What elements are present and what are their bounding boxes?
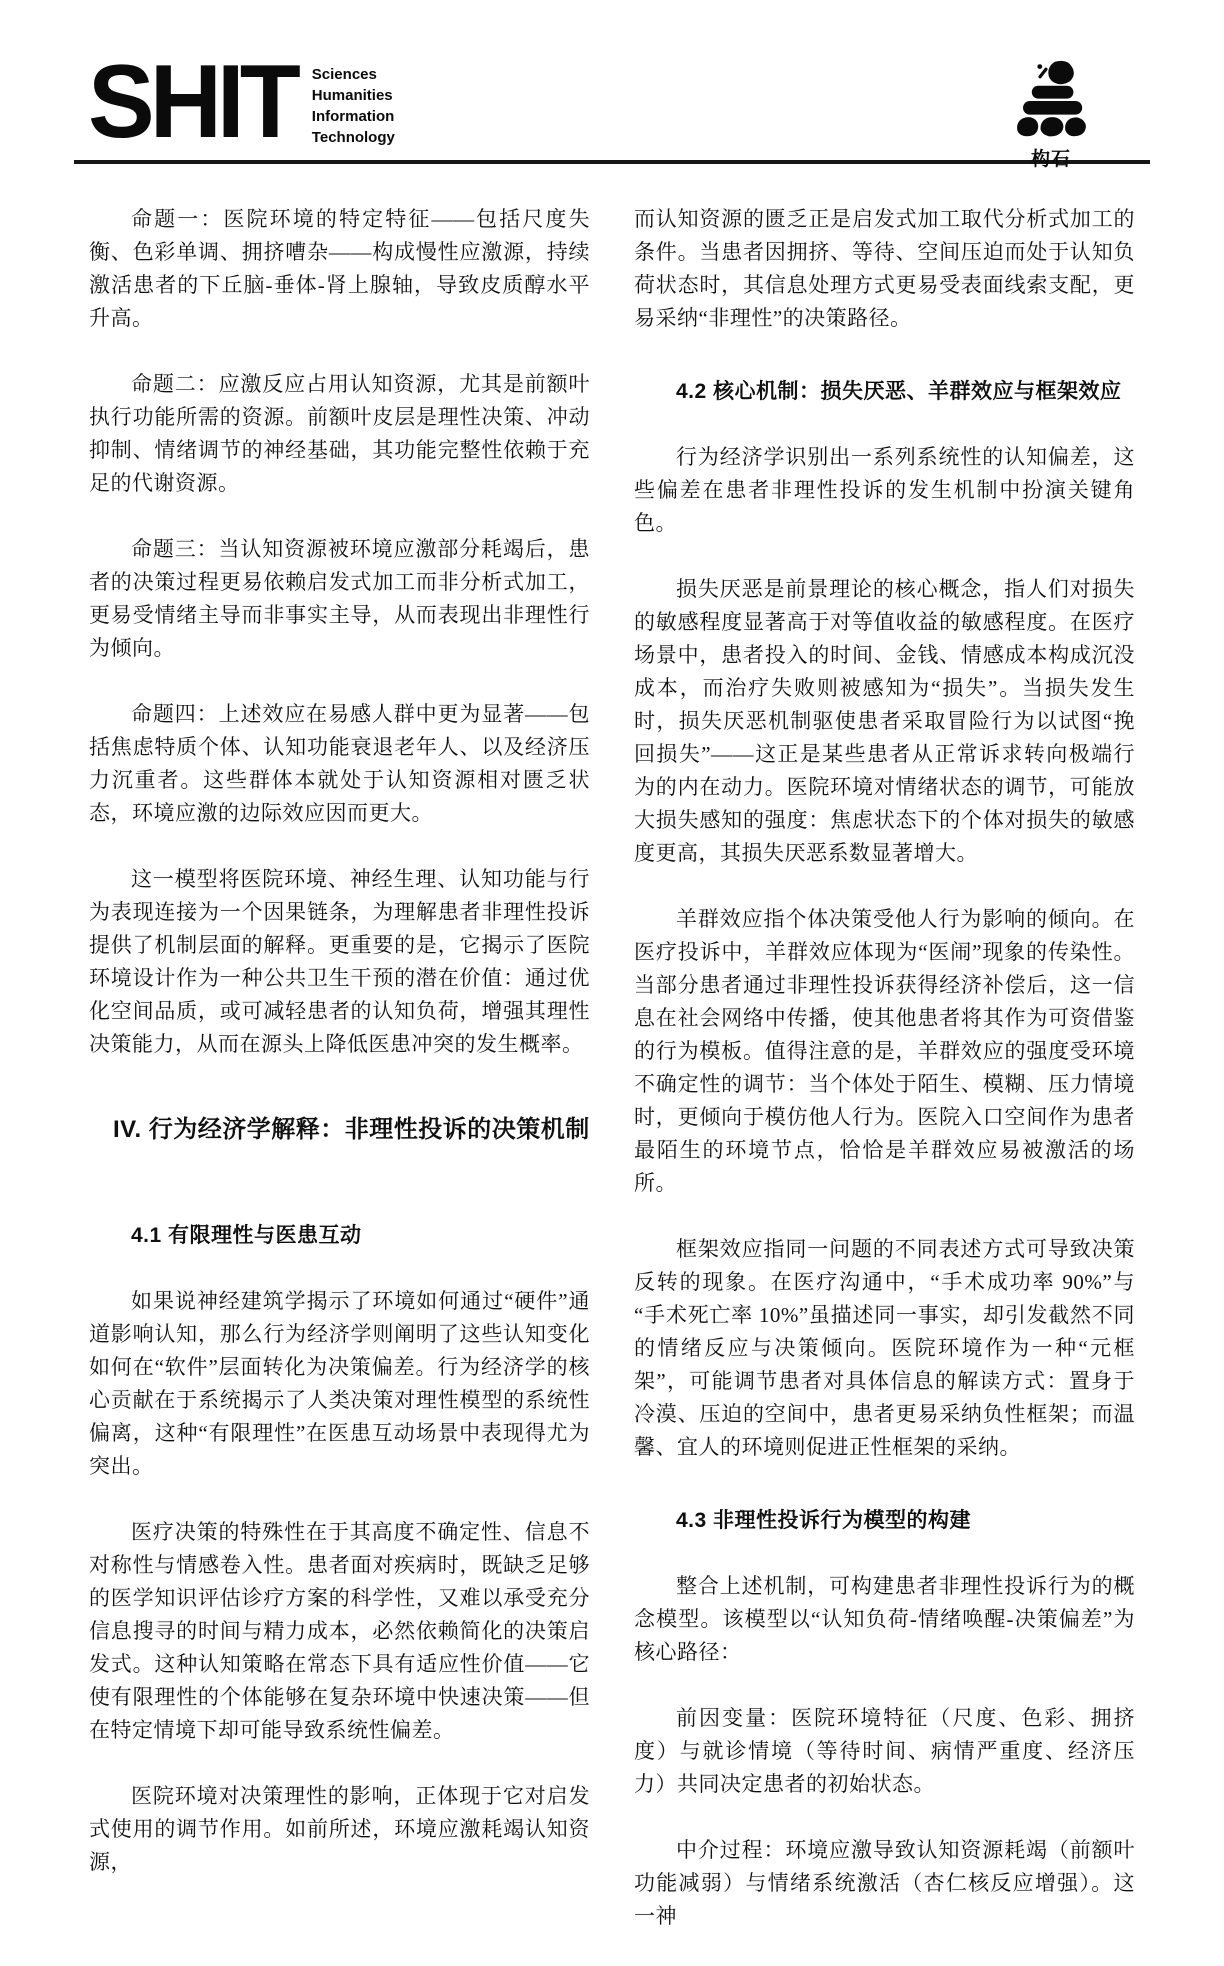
publisher-logo-label: 构石 xyxy=(1030,149,1071,170)
paragraph-hospital-influence: 医院环境对决策理性的影响，正体现于它对启发式使用的调节作用。如前所述，环境应激耗竭认知资源， xyxy=(89,1784,590,1874)
subsection-heading-4-3: 4.3 非理性投诉行为模型的构建 xyxy=(676,1509,972,1532)
article-body xyxy=(89,164,1135,1966)
logo-subline: Information xyxy=(311,108,395,125)
paragraph-medical-decision: 医疗决策的特殊性在于其高度不确定性、信息不对称性与情感卷入性。患者面对疾病时，既缺乏足够的医学知识评估诊疗方案的科学性，又难以承受充分信息搜寻的时间与精力成本，必然依赖简化的决策启发式。这种认知策略在常态下具有适应性价值——它使有限理性的个体能够在复杂环境中快速决策——但在特定情境下却可能导致系统性偏差。 xyxy=(89,1520,590,1742)
paragraph-cognitive-bias-intro: 行为经济学识别出一系列系统性的认知偏差，这些偏差在患者非理性投诉的发生机制中扮演关键角色。 xyxy=(634,445,1135,535)
journal-logo xyxy=(88,43,395,160)
journal-logo-wordmark: SHIT xyxy=(88,43,296,160)
paragraph-bounded-rationality: 如果说神经建筑学揭示了环境如何通过“硬件”通道影响认知，那么行为经济学则阐明了这些认知变化如何在“软件”层面转化为决策偏差。行为经济学的核心贡献在于系统揭示了人类决策对理性模型的系统性偏离，这种“有限理性”在医患互动场景中表现得尤为突出。 xyxy=(89,1289,590,1478)
subsection-heading-4-2: 4.2 核心机制：损失厌恶、羊群效应与框架效应 xyxy=(676,380,1122,403)
paragraph-proposition-3: 命题三：当认知资源被环境应激部分耗竭后，患者的决策过程更易依赖启发式加工而非分析式加工，更易受情绪主导而非事实主导，从而表现出非理性行为倾向。 xyxy=(89,537,590,660)
paragraph-model-construction: 整合上述机制，可构建患者非理性投诉行为的概念模型。该模型以“认知负荷-情绪唤醒-决策偏差”为核心路径： xyxy=(634,1574,1135,1664)
rock-stack-icon xyxy=(1011,60,1091,142)
journal-logo-sublines xyxy=(312,64,395,148)
publisher-logo xyxy=(996,60,1106,171)
paragraph-antecedent-variables: 前因变量：医院环境特征（尺度、色彩、拥挤度）与就诊情境（等待时间、病情严重度、经济压力）共同决定患者的初始状态。 xyxy=(634,1706,1135,1796)
subsection-heading-4-1: 4.1 有限理性与医患互动 xyxy=(131,1224,362,1247)
paragraph-herd-effect: 羊群效应指个体决策受他人行为影响的倾向。在医疗投诉中，羊群效应体现为“医闹”现象的传染性。当部分患者通过非理性投诉获得经济补偿后，这一信息在社会网络中传播，使其他患者将其作为可资借鉴的行为模板。值得注意的是，羊群效应的强度受环境不确定性的调节：当个体处于陌生、模糊、压力情境时，更倾向于模仿他人行为。医院入口空间作为患者最陌生的环境节点，恰恰是羊群效应易被激活的场所。 xyxy=(634,907,1135,1195)
logo-subline: Sciences xyxy=(311,66,377,83)
paragraph-framing-effect: 框架效应指同一问题的不同表述方式可导致决策反转的现象。在医疗沟通中，“手术成功率 90%”与“手术死亡率 10%”虽描述同一事实，却引发截然不同的情绪反应与决策倾向。医院环境作为一种“元框架”，可能调节患者对具体信息的解读方式：置身于冷漠、压迫的空间中，患者更易采纳负性框架；而温馨、宜人的环境则促进正性框架的采纳。 xyxy=(634,1237,1135,1459)
logo-subline: Technology xyxy=(311,129,395,146)
paragraph-mediating-process: 中介过程：环境应激导致认知资源耗竭（前额叶功能减弱）与情绪系统激活（杏仁核反应增强）。这一神 xyxy=(634,1838,1135,1928)
right-column xyxy=(634,170,1135,1966)
paragraph-continuation: 而认知资源的匮乏正是启发式加工取代分析式加工的条件。当患者因拥挤、等待、空间压迫而处于认知负荷状态时，其信息处理方式更易受表面线索支配，更易采纳“非理性”的决策路径。 xyxy=(634,207,1135,330)
page-header xyxy=(74,0,1150,170)
paragraph-proposition-4: 命题四：上述效应在易感人群中更为显著——包括焦虑特质个体、认知功能衰退老年人、以及经济压力沉重者。这些群体本就处于认知资源相对匮乏状态，环境应激的边际效应因而更大。 xyxy=(89,702,590,825)
logo-subline: Humanities xyxy=(311,87,393,104)
paragraph-proposition-2: 命题二：应激反应占用认知资源，尤其是前额叶执行功能所需的资源。前额叶皮层是理性决策、冲动抑制、情绪调节的神经基础，其功能完整性依赖于充足的代谢资源。 xyxy=(89,372,590,495)
paragraph-model-summary: 这一模型将医院环境、神经生理、认知功能与行为表现连接为一个因果链条，为理解患者非理性投诉提供了机制层面的解释。更重要的是，它揭示了医院环境设计作为一种公共卫生干预的潜在价值：通过优化空间品质，或可减轻患者的认知负荷，增强其理性决策能力，从而在源头上降低医患冲突的发生概率。 xyxy=(89,867,590,1056)
left-column xyxy=(89,170,590,1966)
section-heading-iv: IV. 行为经济学解释：非理性投诉的决策机制 xyxy=(113,1116,590,1143)
paragraph-proposition-1: 命题一：医院环境的特定特征——包括尺度失衡、色彩单调、拥挤嘈杂——构成慢性应激源，持续激活患者的下丘脑-垂体-肾上腺轴，导致皮质醇水平升高。 xyxy=(89,207,590,330)
paragraph-loss-aversion: 损失厌恶是前景理论的核心概念，指人们对损失的敏感程度显著高于对等值收益的敏感程度。在医疗场景中，患者投入的时间、金钱、情感成本构成沉没成本，而治疗失败则被感知为“损失”。当损失发生时，损失厌恶机制驱使患者采取冒险行为以试图“挽回损失”——这正是某些患者从正常诉求转向极端行为的内在动力。医院环境对情绪状态的调节，可能放大损失感知的强度：焦虑状态下的个体对损失的敏感度更高，其损失厌恶系数显著增大。 xyxy=(634,577,1135,865)
